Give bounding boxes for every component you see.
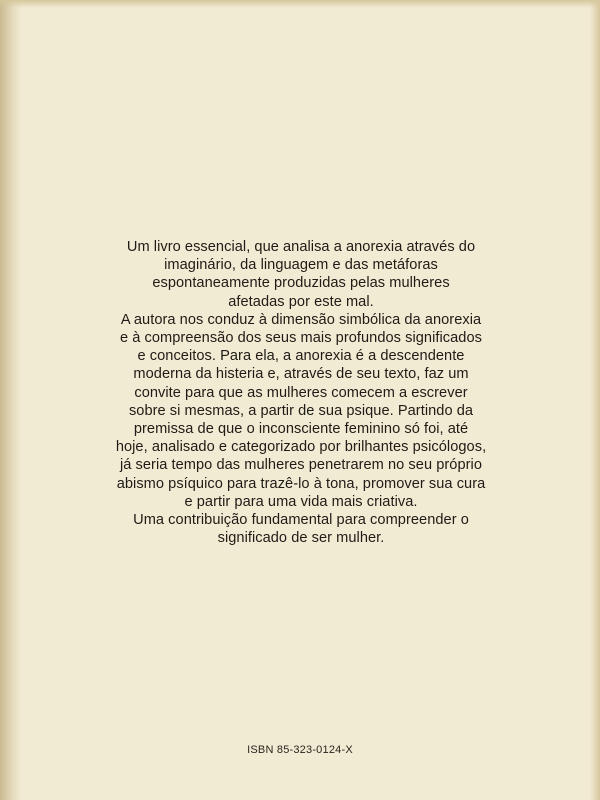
blurb-line: Um livro essencial, que analisa a anorexia através do — [126, 239, 476, 255]
top-edge-shadow — [0, 0, 600, 8]
blurb-line: já seria tempo das mulheres penetrarem no seu próprio — [119, 457, 482, 474]
blurb-line: Uma contribuição fundamental para compreender o — [133, 512, 469, 529]
blurb-line: imaginário, da linguagem e das metáforas — [164, 257, 438, 274]
blurb-line: abismo psíquico para trazê-lo à tona, promover sua cura — [116, 475, 486, 492]
blurb-line: sobre si mesmas, a partir de sua psique. Partindo da — [128, 402, 474, 419]
blurb-line: significado de ser mulher. — [217, 530, 385, 547]
blurb-line: e partir para uma vida mais criativa. — [184, 493, 418, 510]
blurb-line: espontaneamente produzidas pelas mulheres — [152, 275, 450, 292]
blurb-line: A autora nos conduz à dimensão simbólica da anorexia — [120, 311, 482, 328]
blurb-line: afetadas por este mal. — [228, 293, 374, 310]
blurb-line: convite para que as mulheres comecem a escrever — [134, 384, 468, 401]
blurb-line: e à compreensão dos seus mais profundos significados — [120, 330, 482, 347]
edge-shadow — [590, 0, 600, 800]
blurb-line: hoje, analisado e categorizado por brilhantes psicólogos, — [115, 439, 487, 456]
blurb-line: e conceitos. Para ela, a anorexia é a descendente — [137, 348, 465, 365]
blurb-line: moderna da histeria e, através de seu texto, faz um — [133, 366, 469, 383]
blurb-line: premissa de que o inconsciente feminino só foi, até — [133, 421, 469, 438]
isbn-number: ISBN 85-323-0124-X — [247, 744, 353, 756]
back-cover-blurb — [62, 238, 540, 547]
spine-shadow — [0, 0, 22, 800]
